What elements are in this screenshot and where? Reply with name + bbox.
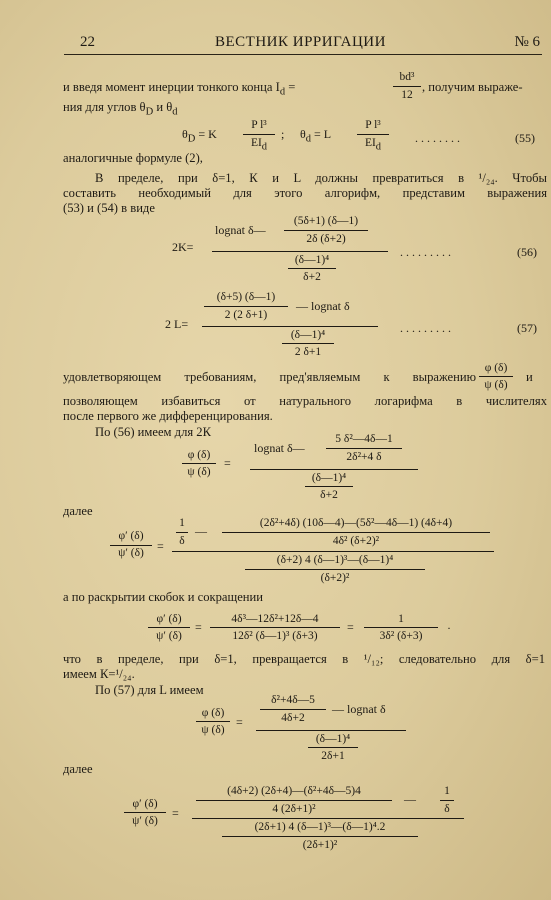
fraction-denominator: 4δ+2 [281,712,305,724]
text-line: В пределе, при δ=1, К и L должны превратиться в ¹/₂₄. Чтобы [95,171,547,185]
fraction-denominator: ψ (δ) [484,379,508,391]
fraction-denominator: 12δ² (δ—1)³ (δ+3) [232,630,318,642]
fraction-numerator: P l³ [251,119,267,131]
equation-number: (55) [515,131,535,145]
log-term: — lognat δ [332,702,386,716]
fraction-numerator: (2δ²+4δ) (10δ—4)—(5δ²—4δ—1) (4δ+4) [259,517,453,529]
fraction-denominator: ψ′ (δ) [156,630,182,642]
journal-title: ВЕСТНИК ИРРИГАЦИИ [215,34,386,50]
equation-55-lhs: $\theta_D = K$ [182,127,217,145]
leader-dots: . . . . . . . . . [400,321,451,335]
text-line: далее [63,762,93,776]
text-line: имеем К=¹/₂₄. [63,667,135,681]
fraction-numerator: (4δ+2) (2δ+4)—(δ²+4δ—5)4 [227,785,361,797]
fraction-denominator: 4δ² (δ+2)² [332,535,380,547]
text-line: По (56) имеем для 2К [95,425,212,439]
fraction-bar [260,709,326,710]
fraction-bar [176,532,188,533]
fraction-numerator: φ (δ) [484,362,508,374]
equals-sign: = [195,620,202,634]
main-fraction-bar [192,818,464,819]
header-rule [64,54,542,55]
fraction-bar [182,463,216,464]
fraction-denominator: δ+2 [320,489,338,501]
fraction-denominator: ψ (δ) [187,466,211,478]
fraction-bar [284,230,368,231]
fraction-bar [243,134,275,135]
fraction-numerator: φ′ (δ) [118,530,144,542]
minus-sign: — [404,792,416,806]
fraction-bar [364,627,438,628]
fraction-denominator: 4 (2δ+1)² [272,803,316,815]
fraction-numerator: (5δ+1) (δ—1) [293,215,359,227]
fraction-numerator: (δ—1)⁴ [311,472,347,484]
fraction-bar [288,268,336,269]
leader-dots: . . . . . . . . [415,131,460,145]
fraction-bar [479,376,513,377]
issue-number: № 6 [514,34,540,50]
fraction-denominator: (2δ+1)² [302,839,338,851]
fraction-numerator: φ′ (δ) [156,613,182,625]
fraction-denominator: ψ (δ) [201,724,225,736]
fraction-numerator: φ′ (δ) [132,798,158,810]
equals-sign: = [172,806,179,820]
main-fraction-bar [172,551,494,552]
fraction-bar [357,134,389,135]
text-line: после первого же дифференцирования. [63,409,273,423]
fraction-denominator: 2δ²+4 δ [346,451,382,463]
fraction-numerator: (δ+5) (δ—1) [216,291,276,303]
running-header [60,34,540,56]
equation-57-lhs: 2 L= [165,317,189,331]
fraction-bar [110,545,152,546]
separator: ; [281,127,285,141]
text-line: ния для углов $\theta_D$ и $\theta_d$ [63,100,178,118]
fraction-bar [222,836,418,837]
text-line: далее [63,504,93,518]
text-line: позволяющем избавиться от натурального логарифма в числителях [63,394,547,408]
fraction-numerator: 4δ³—12δ²+12δ—4 [231,613,319,625]
fraction-numerator: bd³ [399,71,415,83]
main-fraction-bar [202,326,378,327]
text-line: аналогичные формуле (2), [63,151,203,165]
text-line: , получим выраже- [422,80,523,94]
fraction-bar [196,721,230,722]
fraction-bar [124,812,166,813]
equals-sign: = [157,539,164,553]
fraction-denominator: ψ′ (δ) [132,815,158,827]
equation-55-lhs2: $\theta_d = L$ [300,127,332,145]
fraction-numerator: φ (δ) [201,707,225,719]
fraction-denominator: 2δ+1 [321,750,345,762]
fraction-bar [210,627,340,628]
equation-number: (57) [517,321,537,335]
fraction-bar [393,86,421,87]
leader-dots: . . . . . . . . . [400,245,451,259]
equation-number: (56) [517,245,537,259]
fraction-numerator: φ (δ) [187,449,211,461]
fraction-numerator: 1 [444,785,450,797]
text-line: удовлетворяющем требованиям, пред'являемым к выражению [63,370,476,384]
fraction-denominator: δ+2 [303,271,321,283]
fraction-denominator: 3δ² (δ+3) [379,630,423,642]
fraction-numerator: (δ+2) 4 (δ—1)³—(δ—1)⁴ [276,554,394,566]
fraction-denominator: 2δ (δ+2) [306,233,346,245]
fraction-bar [308,747,358,748]
fraction-bar [245,569,425,570]
period-dot: · [447,621,451,635]
fraction-bar [148,627,190,628]
fraction-numerator: δ²+4δ—5 [271,694,315,706]
fraction-denominator: ψ′ (δ) [118,547,144,559]
text-line: (53) и (54) в виде [63,201,155,215]
equation-56-lhs: 2K= [172,240,194,254]
log-term: lognat δ— [215,223,266,237]
fraction-numerator: 1 [398,613,404,625]
page-number: 22 [80,34,95,50]
text-line: По (57) для L имеем [95,683,204,697]
log-term: lognat δ— [254,441,305,455]
main-fraction-bar [250,469,418,470]
fraction-denominator: 2 (2 δ+1) [224,309,268,321]
text-line: что в пределе, при δ=1, превращается в ¹/₁₂; следовательно для δ=1 [63,652,545,666]
main-fraction-bar [256,730,406,731]
main-fraction-bar [212,251,388,252]
fraction-bar [204,306,288,307]
fraction-denominator: 12 [401,89,413,101]
text-line: и [526,370,533,384]
text-line: составить необходимый для этого алгорифм, представим выражения [63,186,547,200]
fraction-denominator: $EI_d$ [364,137,382,153]
fraction-denominator: 2 δ+1 [294,346,322,358]
fraction-bar [196,800,392,801]
fraction-denominator: (δ+2)² [320,572,350,584]
text-line: а по раскрытии скобок и сокращении [63,590,264,604]
fraction-numerator: 5 δ²—4δ—1 [335,433,393,445]
fraction-numerator: (δ—1)⁴ [290,329,326,341]
fraction-numerator: 1 [179,517,185,529]
equals-sign: = [224,456,231,470]
fraction-denominator: $EI_d$ [250,137,268,153]
fraction-denominator: δ [179,535,185,547]
fraction-bar [282,343,334,344]
fraction-bar [222,532,490,533]
text-line: и введя момент инерции тонкого конца $I_d$ = [63,80,296,98]
minus-sign: — [195,524,207,538]
fraction-numerator: P l³ [365,119,381,131]
fraction-bar [440,800,454,801]
fraction-denominator: δ [444,803,450,815]
fraction-numerator: (δ—1)⁴ [294,254,330,266]
fraction-bar [305,486,353,487]
fraction-numerator: (δ—1)⁴ [315,733,351,745]
log-term: — lognat δ [296,299,350,313]
fraction-numerator: (2δ+1) 4 (δ—1)³—(δ—1)⁴.2 [254,821,386,833]
fraction-bar [326,448,402,449]
equals-sign: = [347,620,354,634]
equals-sign: = [236,715,243,729]
